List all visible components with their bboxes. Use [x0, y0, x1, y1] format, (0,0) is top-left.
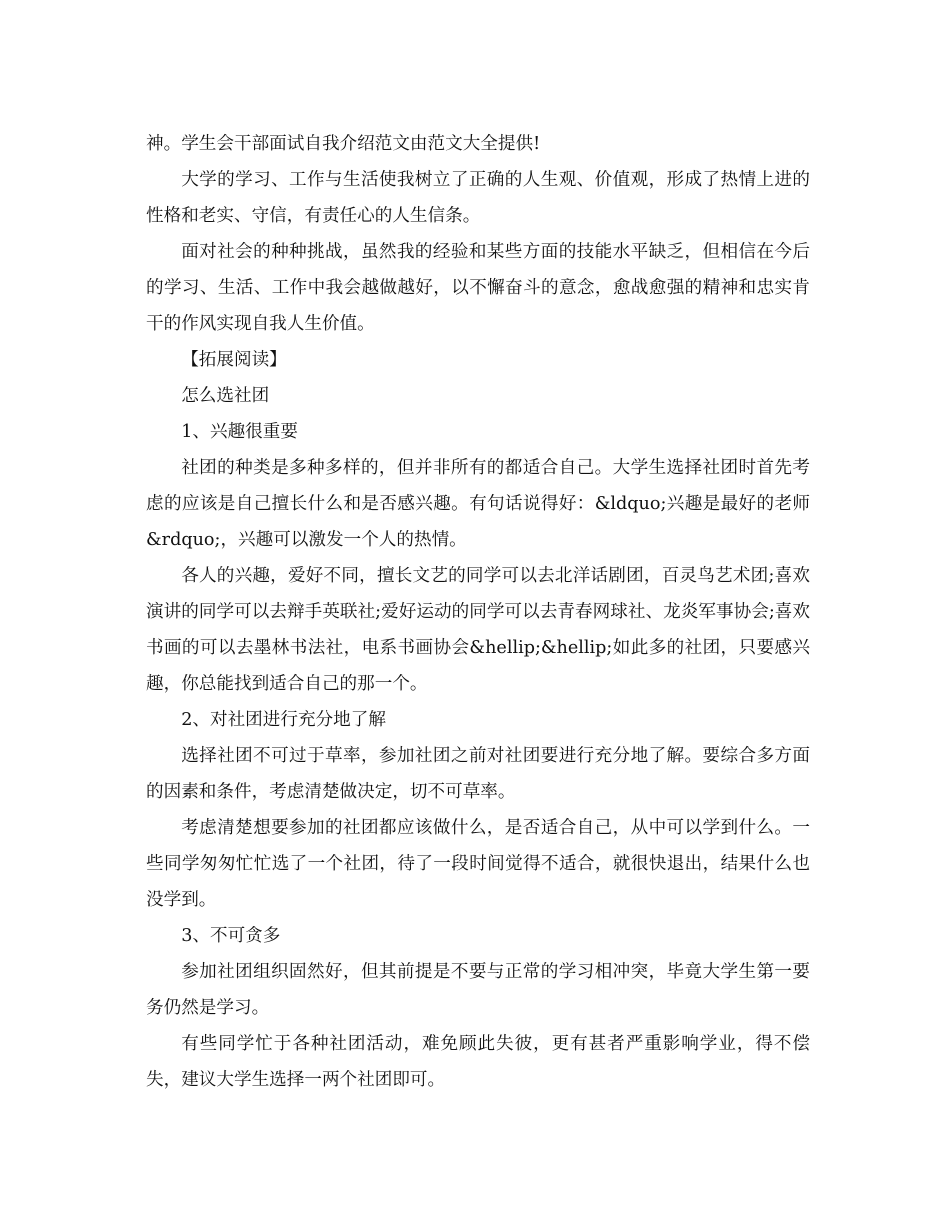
- subheading-not-greedy: 3、不可贪多: [181, 926, 281, 946]
- section-heading-extended-reading: 【拓展阅读】: [181, 350, 287, 370]
- paragraph-study-first: 参加社团组织固然好，但其前提是不要与正常的学习相冲突，毕竟大学生第一要务仍然是学习。: [146, 962, 810, 1018]
- paragraph-one-or-two-clubs: 有些同学忙于各种社团活动，难免顾此失彼，更有甚者严重影响学业，得不偿失，建议大学生选择一两个社团即可。: [146, 1034, 810, 1090]
- section-title-choose-club: 怎么选社团: [181, 386, 270, 406]
- paragraph-consider-clearly: 考虑清楚想要参加的社团都应该做什么，是否适合自己，从中可以学到什么。一些同学匆匆忙忙选了一个社团，待了一段时间觉得不适合，就很快退出，结果什么也没学到。: [146, 818, 810, 910]
- document-body: [146, 126, 810, 1098]
- paragraph-club-examples: 各人的兴趣，爱好不同，擅长文艺的同学可以去北洋话剧团，百灵鸟艺术团;喜欢演讲的同学可以去辩手英联社;爱好运动的同学可以去青春网球社、龙炎军事协会;喜欢书画的可以去墨林书法社，电系书画协会&hellip;&hellip;如此多的社团，只要感兴趣，你总能找到适合自己的那一个。: [146, 566, 810, 694]
- paragraph-not-hasty: 选择社团不可过于草率，参加社团之前对社团要进行充分地了解。要综合多方面的因素和条件，考虑清楚做决定，切不可草率。: [146, 746, 810, 802]
- subheading-understand-club: 2、对社团进行充分地了解: [181, 710, 386, 730]
- paragraph-facing-challenges: 面对社会的种种挑战，虽然我的经验和某些方面的技能水平缺乏，但相信在今后的学习、生活、工作中我会越做越好，以不懈奋斗的意念，愈战愈强的精神和忠实肯干的作风实现自我人生价值。: [146, 242, 810, 334]
- subheading-interest: 1、兴趣很重要: [181, 422, 298, 442]
- paragraph-university-life: 大学的学习、工作与生活使我树立了正确的人生观、价值观，形成了热情上进的性格和老实、守信，有责任心的人生信条。: [146, 170, 810, 226]
- paragraph-club-types: 社团的种类是多种多样的，但并非所有的都适合自己。大学生选择社团时首先考虑的应该是自己擅长什么和是否感兴趣。有句话说得好：&ldquo;兴趣是最好的老师&rdquo;，兴趣可以激发一个人的热情。: [146, 458, 810, 550]
- paragraph-continuation: 神。学生会干部面试自我介绍范文由范文大全提供!: [146, 134, 541, 154]
